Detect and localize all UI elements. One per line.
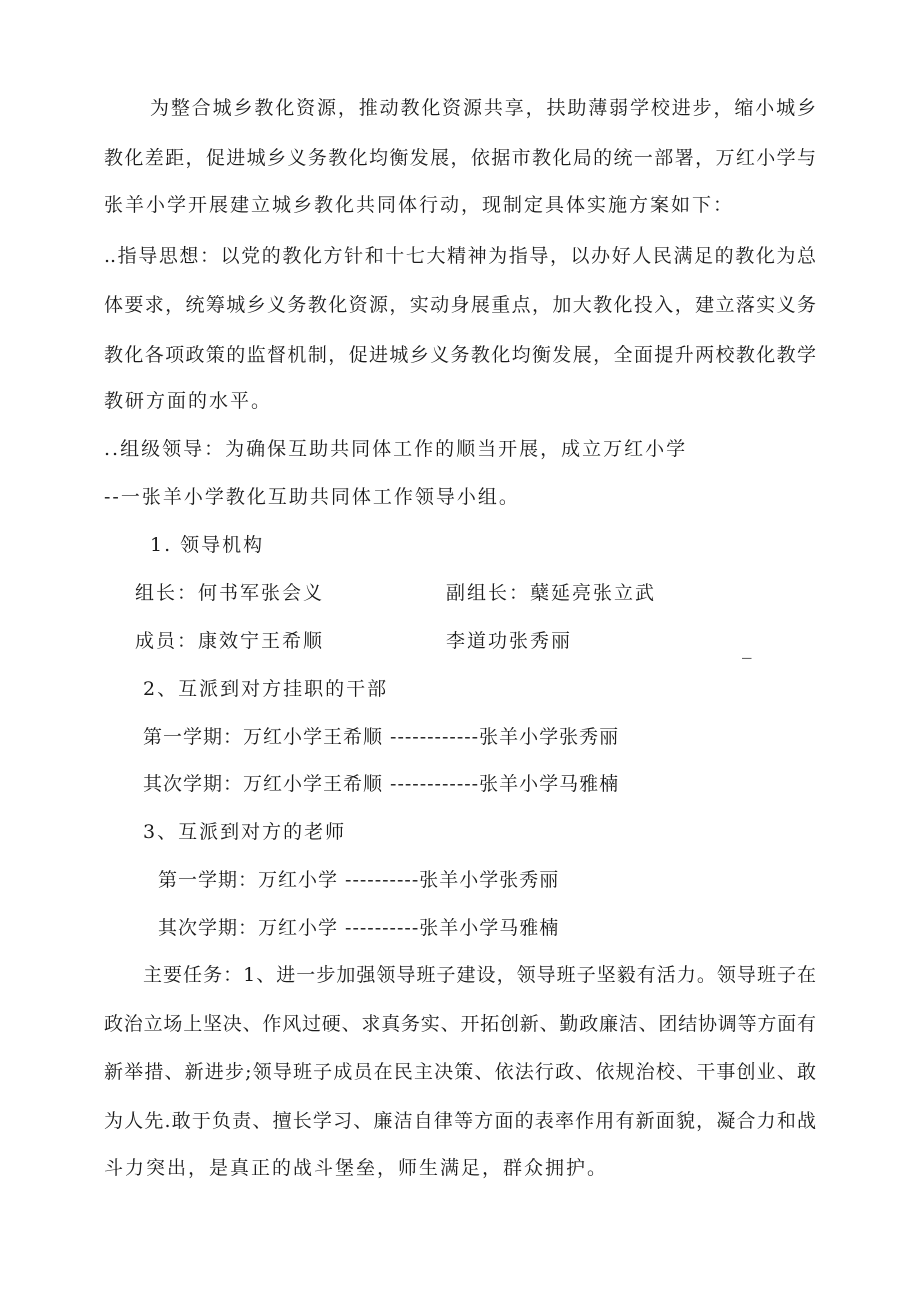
deputy: 副组长：蘖延亮张立武	[446, 582, 657, 604]
members-2: 李道功张秀丽	[446, 630, 573, 652]
cadre-term-2: 其次学期：万红小学王希顺 ------------张羊小学马雅楠	[143, 773, 620, 795]
leadership-line-2: --一张羊小学教化互助共同体工作领导小组。	[104, 486, 520, 508]
tasks-line-4: 为人先.敢于负责、擅长学习、廉洁自律等方面的表率作用有新面貌，凝合力和战	[104, 1110, 816, 1132]
members: 成员：康效宁王希顺	[135, 630, 325, 652]
stray-mark: _	[742, 637, 752, 659]
leadership-line-1: ..组级领导：为确保互助共同体工作的顺当开展，成立万红小学	[104, 438, 688, 460]
intro-line-2: 教化差距，促进城乡义务教化均衡发展，依据市教化局的统一部署，万红小学与	[104, 147, 816, 169]
cadre-term-1: 第一学期：万红小学王希顺 ------------张羊小学张秀丽	[143, 726, 620, 748]
guiding-line-3: 教化各项政策的监督机制，促进城乡义务教化均衡发展，全面提升两校教化教学	[104, 344, 816, 366]
guiding-line-2: 体要求，统筹城乡义务教化资源，实动身展重点，加大教化投入，建立落实义务	[104, 294, 816, 316]
guiding-line-1: ..指导思想：以党的教化方针和十七大精神为指导，以办好人民满足的教化为总	[104, 245, 816, 267]
tasks-line-2: 政治立场上坚决、作风过硬、求真务实、开拓创新、勤政廉洁、团结协调等方面有	[104, 1013, 816, 1035]
tasks-line-3: 新举措、新进步;领导班子成员在民主决策、依法行政、依规治校、干事创业、敢	[104, 1061, 816, 1083]
guiding-line-4: 教研方面的水平。	[104, 390, 273, 412]
teacher-term-1: 第一学期：万红小学 ----------张羊小学张秀丽	[158, 869, 560, 891]
intro-line-3: 张羊小学开展建立城乡教化共同体行动，现制定具体实施方案如下：	[104, 194, 735, 216]
teacher-heading: 3、互派到对方的老师	[143, 821, 347, 843]
cadre-heading: 2、互派到对方挂职的干部	[143, 678, 389, 700]
intro-line-1: 为整合城乡教化资源，推动教化资源共享，扶助薄弱学校进步，缩小城乡	[150, 97, 816, 119]
tasks-line-5: 斗力突出，是真正的战斗堡垒，师生满足，群众拥护。	[104, 1157, 609, 1179]
teacher-term-2: 其次学期：万红小学 ----------张羊小学马雅楠	[158, 917, 560, 939]
leader: 组长：何书军张会义	[135, 582, 325, 604]
tasks-line-1: 主要任务：1、进一步加强领导班子建设，领导班子坚毅有活力。领导班子在	[143, 964, 816, 986]
org-heading: 1. 领导机构	[150, 534, 265, 556]
